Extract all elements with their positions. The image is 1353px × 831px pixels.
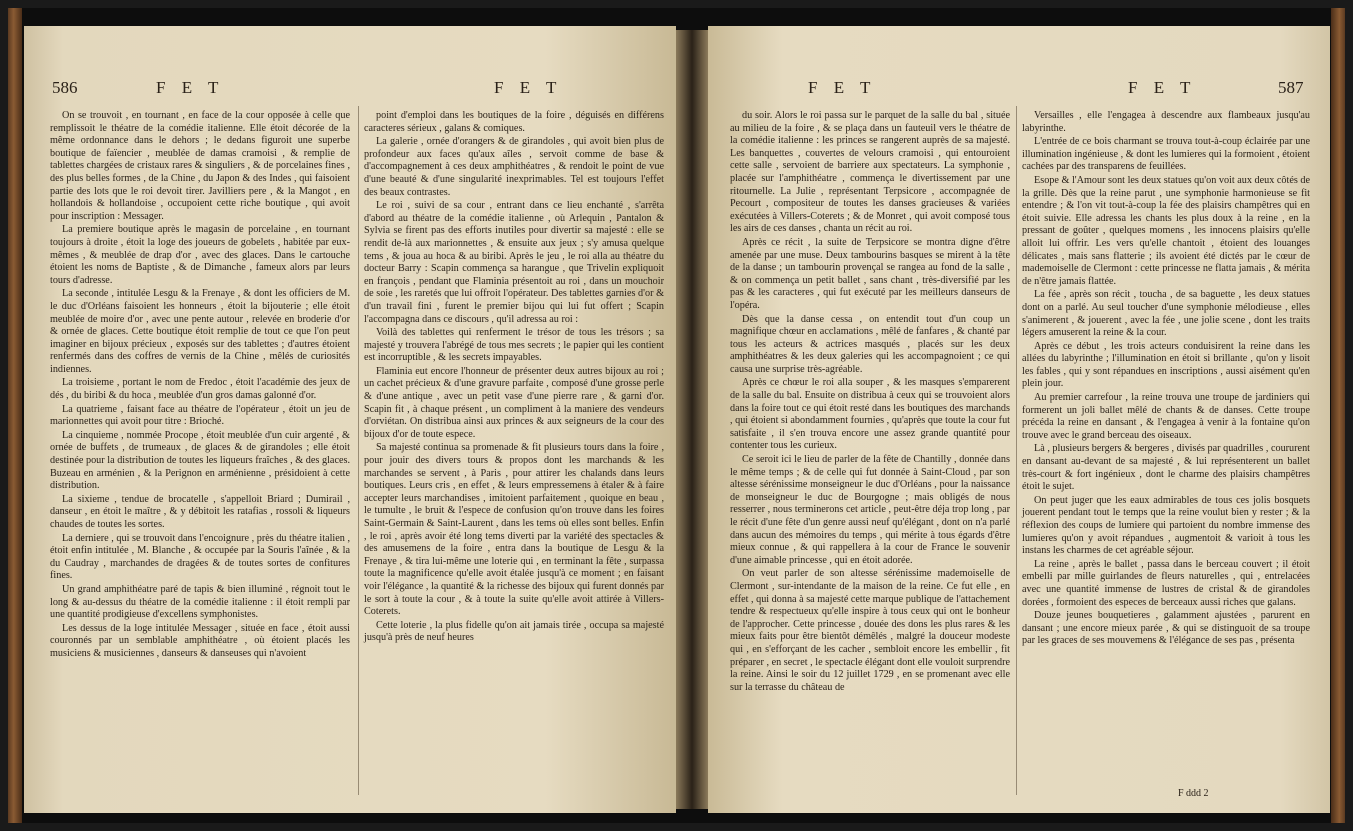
paragraph: Ce seroit ici le lieu de parler de la fête de Chantilly , donnée dans le même temps ; & de celle qui fut donnée à Saint-Cloud , par son altesse sérénissime monseigneur le duc d'Orléans , pour la naissance de monseigneur le duc de Bourgogne ; mais obligés de nous resserrer , nous terminerons cet article , peut-être déja trop long , par le récit d'une fête d'un genre aussi neuf qu'élégant , dont on n'a parlé dans aucun des mémoires du temps , qui mérite à tous égards d'être mieux connue , & qui rappellera à la cour de France le souvenir d'une aimable princesse , qui en étoit adorée. <box>730 454 1010 566</box>
left-page <box>24 26 676 813</box>
paragraph: Après ce début , les trois acteurs conduisirent la reine dans les allées du labyrinthe ; l'illumination en étoit si brillante , qu'on y lisoit les fables , qui y sont répandues en inscriptions , aussi aisément qu'en plein jour. <box>1022 340 1310 390</box>
page-number-right: 587 <box>1278 78 1304 97</box>
paragraph: Voilà des tablettes qui renferment le trésor de tous les trésors ; sa majesté y trouvera l'abrégé de tous mes secrets ; le papier qui les contient est incorruptible , & les secrets impayables. <box>364 327 664 364</box>
signature-mark: F ddd 2 <box>1178 788 1209 799</box>
paragraph: Un grand amphithéatre paré de tapis & bien illuminé , régnoit tout le long & au-dessus du théatre de la comédie italienne : il étoit rempli par une quantité prodigieuse d'excellens symphonistes. <box>50 583 350 621</box>
right-page-column-2 <box>1022 110 1310 649</box>
running-head-right-b: F E T <box>1128 78 1197 97</box>
paragraph: La cinquieme , nommée Procope , étoit meublée d'un cuir argenté , & ornée de buffets , de trumeaux , de glaces & de girandoles ; elle étoit destinée pour la distribution de toutes les liqueurs fraîches , & des glaces. Buzeau en arménien , & la Perignon en arménienne , présidoient à cette distribution. <box>50 429 350 492</box>
paragraph: La reine , après le ballet , passa dans le berceau couvert ; il étoit embelli par mille guirlandes de fleurs naturelles , qui , entrelacées avec une quantité immense de lustres de cristal & de girandoles dorées , formoient des especes de berceaux aussi riches que galans. <box>1022 558 1310 608</box>
paragraph: Là , plusieurs bergers & bergeres , divisés par quadrilles , coururent en dansant au-devant de sa majesté , & lui représenterent un ballet très-court & fort ingénieux , dont le charme des plaisirs champêtres étoit le sujet. <box>1022 443 1310 493</box>
paragraph: Douze jeunes bouquetieres , galamment ajustées , parurent en dansant ; une encore mieux parée , & qui se distinguoit de sa troupe par les graces de ses mouvemens & l'élégance de ses pas , présenta <box>1022 610 1310 647</box>
running-head-right-a: F E T <box>808 78 877 97</box>
running-head-left-a: F E T <box>156 78 225 97</box>
paragraph: du soir. Alors le roi passa sur le parquet de la salle du bal , située au milieu de la foire , & se plaça dans un fauteuil vers le théatre de la comédie italienne : les princes se rangerent auprès de sa majesté. Les banquettes , couvertes de velours cramoisi , qui entouroient cette salle , servoient de barriere aux spectateurs. La symphonie , placée sur l'amphithéatre , commença le divertissement par une ritournelle. La Julie , représentant Terpsicore , accompagnée de Pecourt , compositeur de toutes les danses gracieuses & variées exécutées à Villers-Coterets ; & de Monret , qui avoit composé tous les airs de ces danses , chanta un récit au roi. <box>730 110 1010 235</box>
paragraph: On veut parler de son altesse sérénissime mademoiselle de Clermont , sur-intendante de la maison de la reine. Ce fut elle , en effet , qui donna à sa majesté cette marque publique de l'attachement tendre & respectueux qu'elle inspire à tous ceux qui ont le bonheur de l'approcher. Cette princesse , douée des dons les plus rares & les mieux faits pour être bientôt démêlés , malgré la douceur modeste qui , en s'efforçant de les cacher , sembloit encore les embellir , fit préparer , en secret , le spectacle élégant dont elle vouloit surprendre la reine. Ainsi le soir du 12 juillet 1729 , en se promenant avec elle sur la terrasse du château de <box>730 568 1010 693</box>
paragraph: On peut juger que les eaux admirables de tous ces jolis bosquets jouerent pendant tout le temps que la reine voulut bien y rester ; & la réflexion des coups de lumiere qui partoient du nombre immense des lumieres qu'on y avoit répandues , augmentoit & varioit à tous les instans les charmes de cet agréable séjour. <box>1022 494 1310 557</box>
paragraph: Esope & l'Amour sont les deux statues qu'on voit aux deux côtés de la grille. Dès que la reine parut , une symphonie harmonieuse se fit entendre ; & l'on vit tout-à-coup la fée des plaisirs champêtres qui en étoit suivie. Elle adressa les chants les plus doux à la reine , en la pressant de goûter , quelques momens , les innocens plaisirs qu'elle alloit lui offrir. Les vers qu'elle chantoit , étoient des louanges délicates , mais sans flatterie ; ils avoient été dictés par le cœur de mademoiselle de Clermont : cette princesse ne flatta jamais , & mérita de n'être jamais flattée. <box>1022 174 1310 287</box>
running-head-left-b: F E T <box>494 78 563 97</box>
paragraph: La derniere , qui se trouvoit dans l'encoignure , près du théatre italien , étoit enfin intitulée , M. Blanche , & occupée par la Souris l'aînée , & la du Caudray , marchandes de dragées & de toutes sortes de confitures fines. <box>50 532 350 582</box>
paragraph: Dès que la danse cessa , on entendit tout d'un coup un magnifique chœur en acclamations , mêlé de fanfares , & chanté par tous les acteurs & actrices masqués , placés sur les deux amphithéatres & les deux galeries qui les accompagnoient ; ce qui causa une surprise très-agréable. <box>730 313 1010 375</box>
right-page <box>708 26 1330 813</box>
column-rule <box>1016 106 1017 795</box>
paragraph: Versailles , elle l'engagea à descendre aux flambeaux jusqu'au labyrinthe. <box>1022 110 1310 134</box>
page-number-left: 586 <box>52 78 78 97</box>
left-cover-edge <box>8 8 22 823</box>
paragraph: Cette loterie , la plus fidelle qu'on ait jamais tirée , occupa sa majesté jusqu'à près de neuf heures <box>364 619 664 644</box>
paragraph: Les dessus de la loge intitulée Messager , située en face , étoit aussi couronnés par un semblable amphithéatre , où étoient placés les musiciens & musiciennes , danseurs & danseuses qui n'avoient <box>50 622 350 659</box>
left-page-column-2 <box>364 110 664 646</box>
paragraph: La seconde , intitulée Lesgu & la Frenaye , & dont les officiers de M. le duc d'Orléans faisoient les honneurs , étoit la bijouterie ; elle étoit meublée de moire d'or , avec une pente autour , relevée en broderie d'or & ornée de glaces. Cette boutique étoit remplie de tout ce que l'on peut imaginer en bijoux précieux , exposés sur des tablettes ; d'autres étoient renfermés dans des coffres de vernis de la Chine , mêlés de curiosités indiennes. <box>50 288 350 375</box>
right-cover-edge <box>1331 8 1345 823</box>
column-rule <box>358 106 359 795</box>
paragraph: Sa majesté continua sa promenade & fit plusieurs tours dans la foire , pour jouir des divers tours & propos dont les marchands & les marchandes se servent , à Paris , pour attirer les chalands dans leurs boutiques. Leurs cris , en effet , & leurs empressemens à étaler & à faire accepter leurs marchandises , imitoient parfaitement , quoique en beau , le tumulte , le bruit & l'espece de confusion qu'on trouve dans les foires Saint-Germain & Saint-Laurent , dans les tems où elles sont belles. Enfin , le roi , après avoir été long tems diverti par la variété des spectacles & des amusemens de la foire , entra dans la boutique de Lesgu & la Frenaye , & tira lui-même une loterie qui , en terminant la fête , surpassa toute la magnificence qu'elle avoit étalée jusqu'à ce moment ; en faisant voir l'élégance , la quantité & la richesse des bijoux qui furent donnés par le sort à toute la cour , & à toute la suite qu'elle avoit attirée à Villers-Coterets. <box>364 442 664 618</box>
right-page-column-1 <box>730 110 1010 695</box>
paragraph: La fée , après son récit , toucha , de sa baguette , les deux statues dont on a parlé. Au seul toucher d'une symphonie mélodieuse , elles s'animerent , & jouerent , avec la fée , une jolie scene , dont les traits légers amuserent la reine & la cour. <box>1022 289 1310 339</box>
paragraph: Après ce récit , la suite de Terpsicore se montra digne d'être amenée par une muse. Deux tambourins basques se mirent à la tête de la danse ; un tambourin provençal se rangea au fond de la salle , & on commença un petit ballet , sans chant , très-diversifié par les pas & les caracteres , qui fut exécuté par les meilleurs danseurs de l'opéra. <box>730 236 1010 311</box>
paragraph: La premiere boutique après le magasin de porcelaine , en tournant toujours à droite , étoit la loge des joueurs de gobelets , habitée par eux-mêmes , & meublée de drap d'or , avec des glaces. Dans le cartouche étoient les noms de Baptiste , & de Dimanche , fameux alors par leurs tours d'adresse. <box>50 224 350 286</box>
paragraph: La troisieme , portant le nom de Fredoc , étoit l'académie des jeux de dés , du biribi & du hoca , meublée d'un gros damas galonné d'or. <box>50 377 350 402</box>
paragraph: Le roi , suivi de sa cour , entrant dans ce lieu enchanté , s'arrêta d'abord au théatre de la comédie italienne , où Arlequin , Pantalon & Sylvia se firent pas des efforts inutiles pour divertir sa majesté : elle se rendit de-là aux marionnettes , & ensuite aux jeux ; s'y amusa quelque tems , & joua au hoca & au biribi. Après le jeu , le roi alla au théatre du docteur Barry : Scapin commença sa harangue , que Trivelin expliquoit en françois , pendant que Flaminia présentoit au roi , dans un mouchoir de soie , les raretés que lui offroit l'opérateur. Des tablettes garnies d'or & d'un travail fini , furent le premier bijou qui lui fut offert ; Scapin l'accompagna dans ce discours , qu'il adressa au roi : <box>364 200 664 325</box>
paragraph: La sixieme , tendue de brocatelle , s'appelloit Briard ; Dumirail , danseur , en étoit le maître , & y débitoit les ratafias , rossoli & liqueurs chaudes de toutes les sortes. <box>50 493 350 530</box>
book-gutter <box>676 30 708 809</box>
paragraph: L'entrée de ce bois charmant se trouva tout-à-coup éclairée par une illumination ingénieuse , & dont les lumieres qui la formoient , étoient cachées par des transparens de feuillées. <box>1022 136 1310 173</box>
paragraph: Au premier carrefour , la reine trouva une troupe de jardiniers qui formerent un joli ballet mêlé de chants & de danses. Cette troupe précéda la reine en dansant , & l'engagea à venir à la fontaine qu'on trouve avec le grand berceau des oiseaux. <box>1022 392 1310 441</box>
paragraph: La galerie , ornée d'orangers & de girandoles , qui avoit bien plus de profondeur aux faces qu'aux aîles , servoit comme de base & d'accompagnement à ces deux amphithéatres , & rendoit le point de vue d'une beauté & d'une singularité inexprimables. Tel est toujours l'effet des beaux contrastes. <box>364 136 664 198</box>
paragraph: Après ce chœur le roi alla souper , & les masques s'emparerent de la salle du bal. Ensuite on distribua à ceux qui se trouvoient alors dans la foire tout ce qui étoit resté dans les boutiques des marchands , qui étoient si abondamment fournies , qu'après que toute la cour fut satisfaite , il s'en trouva encore une assez grande quantité pour contenter tous les curieux. <box>730 377 1010 452</box>
paragraph: point d'emploi dans les boutiques de la foire , déguisés en différens caracteres sérieux , galans & comiques. <box>364 110 664 134</box>
paragraph: Flaminia eut encore l'honneur de présenter deux autres bijoux au roi ; un cachet précieux & d'une gravure parfaite , composé d'une grosse perle & d'une antique , avec un petit vase d'une pierre rare , & garni d'or. Scapin fit , à chaque présent , un compliment à la maniere des vendeurs d'orviétan. On distribua ainsi aux princes & aux seigneurs de la cour des bijoux d'or de toute espece. <box>364 365 664 440</box>
paragraph: On se trouvoit , en tournant , en face de la cour opposée à celle que remplissoit le théatre de la comédie italienne. Elle étoit décorée de la même ordonnance dans le dehors ; le dedans figuroit une superbe boutique de faïencier , meublée de damas cramoisi , & remplie de tablettes chargées de cristaux rares & singuliers , & de porcelaines fines , des plus belles formes , de la Chine , du Japon & des Indes , qui faisoient partie des lots que le roi devoit tirer. Javilliers pere , & la Mangot , en hollandois & hollandoise , occupoient cette riche boutique , qui avoit pour inscription : Messager. <box>50 110 350 222</box>
book-spread <box>8 8 1345 823</box>
left-page-column-1 <box>50 110 350 662</box>
paragraph: La quatrieme , faisant face au théatre de l'opérateur , étoit un jeu de marionnettes qui avoit pour titre : Brioché. <box>50 403 350 428</box>
